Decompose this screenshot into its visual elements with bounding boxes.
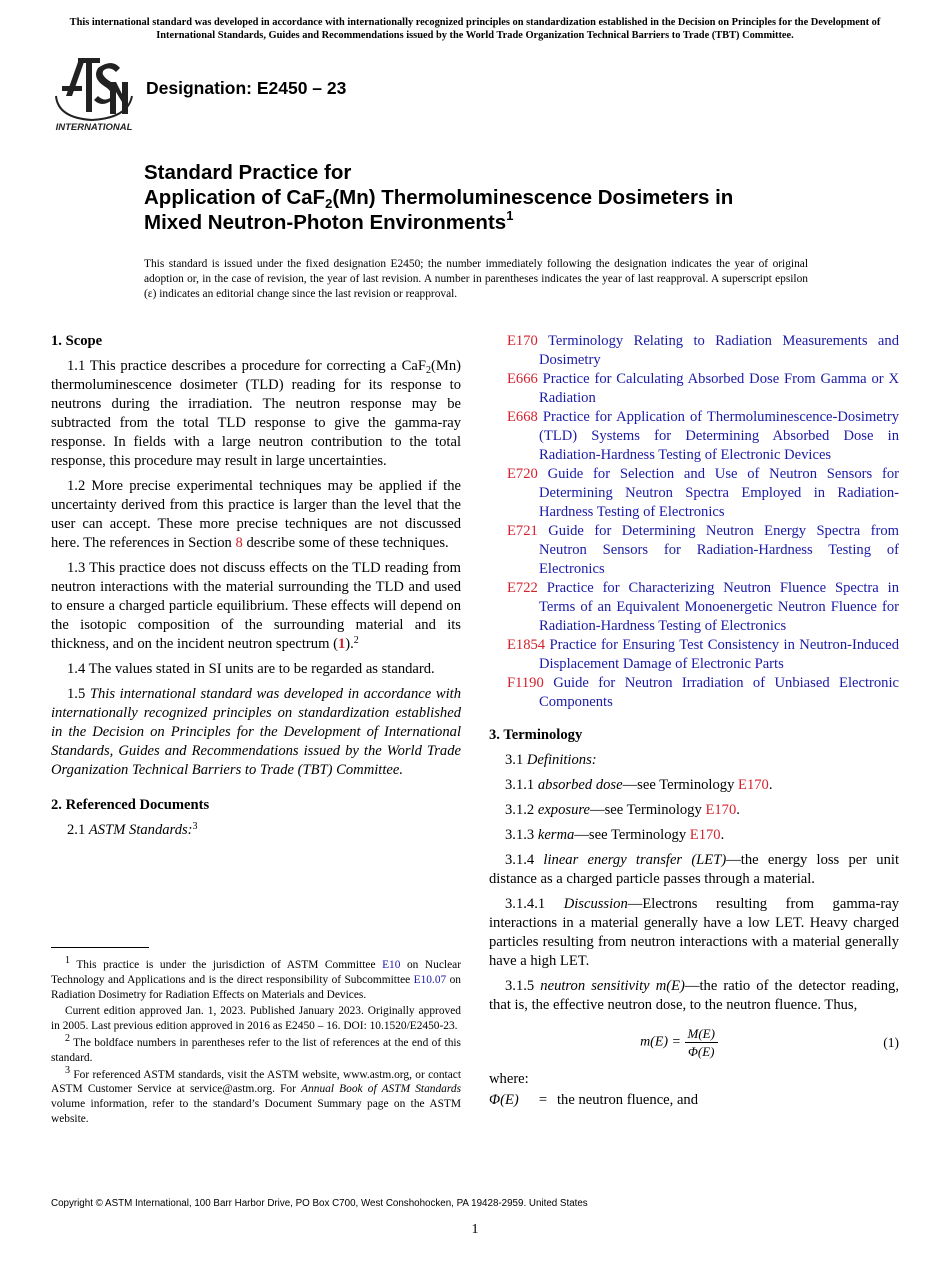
issued-note: This standard is issued under the fixed designation E2450; the number immediately following the designation indicates the year of original adoption or, in the case of revision, the year of last revision. A number in parentheses indicates the year of last reapproval. A superscript epsilon (ε) indicates an editorial change since the last revision or reapproval. (144, 258, 808, 300)
title-text: (Mn) Thermoluminescence Dosimeters in (332, 186, 734, 209)
paragraph-1-3: 1.3 This practice does not discuss effects on the TLD reading from neutron interactions with the material surrounding the TLD and used to ensure a charged particle equilibrium. These effects will depend on the isotopic composition of the surrounding material and its thickness, and on the incident neutron spectrum (1).$^2$ (51, 560, 461, 652)
copyright-footer: Copyright © ASTM International, 100 Barr Harbor Drive, PO Box C700, West Conshohocken, PA 19428-2959. United States (51, 1198, 588, 1209)
footnote-3-ref[interactable]: 3 (192, 821, 198, 832)
paragraph-3-1-3: 3.1.3 kerma—see Terminology E170. (505, 827, 725, 843)
paragraph-3-1-1: 3.1.1 absorbed dose—see Terminology E170. (505, 777, 773, 793)
title-footnote-ref[interactable]: 1 (506, 208, 514, 223)
where-definition: Φ(E) = the neutron fluence, and (489, 1092, 699, 1108)
where-label: where: (489, 1071, 529, 1087)
paragraph-1-4: 1.4 The values stated in SI units are to be regarded as standard. (67, 661, 435, 677)
footnote-2: $^2$ The boldface numbers in parentheses refer to the list of references at the end of this standard. (51, 1032, 461, 1064)
standard-item-e721[interactable]: E721 Guide for Determining Neutron Energy Spectra from Neutron Sensors for Radiation-Hardness Testing of Electronics (507, 523, 899, 577)
standard-item-e170[interactable]: E170 Terminology Relating to Radiation Measurements and Dosimetry (507, 333, 900, 368)
document-title (144, 160, 844, 235)
e170-link[interactable]: E170 (705, 802, 737, 818)
committee-e10-link[interactable]: E10 (382, 959, 401, 971)
paragraph-2-1: 2.1 ASTM Standards:$^3$ (67, 821, 198, 838)
svg-text:INTERNATIONAL: INTERNATIONAL (55, 122, 133, 133)
footnote-2-ref[interactable]: 2 (353, 635, 359, 646)
standard-item-e668[interactable]: E668 Practice for Application of Thermoluminescence-Dosimetry (TLD) Systems for Determining Absorbed Dose in Radiation-Hardness Testing of Electronic Devices (507, 409, 899, 463)
section-8-link[interactable]: 8 (235, 535, 243, 551)
title-line-1: Standard Practice for (144, 161, 352, 184)
footnotes (51, 955, 462, 1129)
astm-logo-icon (52, 56, 136, 134)
scope-heading: 1. Scope (51, 333, 103, 349)
designation: Designation: E2450 – 23 (146, 78, 347, 98)
e170-link[interactable]: E170 (738, 777, 769, 793)
international-standard-notice: This international standard was developed in accordance with internationally recognized principles on standardization established in the Decision on Principles for the Development of International Standards, Guides and Recommendations issued by the World Trade Organization Technical Barriers to Trade (TBT) Committee. (69, 17, 881, 41)
equation-number: (1) (883, 1035, 899, 1050)
paragraph-3-1-5: 3.1.5 neutron sensitivity m(E)—the ratio of the detector reading, that is, the effective neutron dose, to the neutron fluence. Thus, (489, 978, 899, 1013)
astm-standards-list (489, 332, 899, 712)
subcommittee-e1007-link[interactable]: E10.07 (413, 973, 447, 986)
page-number: 1 (471, 1222, 479, 1237)
left-column (51, 332, 461, 846)
paragraph-3-1-4-1: 3.1.4.1 Discussion—Electrons resulting from gamma-ray interactions in a material generally have a low LET. Heavy charged particles resulting from neutron interactions with a material generally have a high LET. (489, 896, 899, 969)
referenced-documents-heading: 2. Referenced Documents (51, 797, 210, 813)
paragraph-3-1-2: 3.1.2 exposure—see Terminology E170. (505, 802, 740, 818)
right-column (489, 332, 899, 1110)
equation-formula: m(E) = $\frac{M(E)}{\Phi(E)}$ (489, 1025, 869, 1060)
title-subscript: 2 (325, 196, 333, 211)
terminology-heading: 3. Terminology (489, 727, 583, 743)
paragraph-1-1: 1.1 This practice describes a procedure for correcting a CaF$_2$(Mn) thermoluminescence dosimeter (TLD) reading for its response to neutrons during the irradiation. The neutron response may be subtracted from the total TLD response to give the gamma-ray response. In fields with a large neutron contribution to the total response, this procedure may result in large uncertainties. (51, 358, 461, 469)
e170-link[interactable]: E170 (689, 827, 721, 843)
footnote-divider (51, 947, 149, 948)
paragraph-1-2: 1.2 More precise experimental techniques may be applied if the uncertainty derived from this practice is larger than the level that the user can accept. These more precise techniques are not discussed here. The references in Section 8 describe some of these techniques. (51, 478, 461, 551)
reference-1-link[interactable]: 1 (337, 636, 346, 652)
footnote-1-edition: Current edition approved Jan. 1, 2023. Published January 2023. Originally approved in 2005. Last previous edition approved in 2016 as E2450 – 16. DOI: 10.1520/E2450-23. (51, 1005, 461, 1033)
footnote-1: $^1$ This practice is under the jurisdiction of ASTM Committee E10 on Nuclear Technology and Applications and is the direct responsibility of Subcommittee E10.07 on Radiation Dosimetry for Radiation Effects on Materials and Devices. (51, 955, 461, 1001)
paragraph-3-1: 3.1 Definitions: (505, 752, 597, 768)
equation-1 (489, 1025, 899, 1060)
paragraph-3-1-4: 3.1.4 linear energy transfer (LET)—the energy loss per unit distance as a charged particle passes through a material. (489, 852, 899, 887)
title-line-2 (144, 185, 844, 210)
standard-item-e1854[interactable]: E1854 Practice for Ensuring Test Consistency in Neutron-Induced Displacement Damage of Electronic Parts (507, 637, 899, 672)
title-text: Application of CaF (144, 186, 326, 209)
title-line-3 (144, 210, 844, 235)
footnote-3: $^3$ For referenced ASTM standards, visit the ASTM website, www.astm.org, or contact ASTM Customer Service at service@astm.org. For Annual Book of ASTM Standards volume information, refer to the standard’s Document Summary page on the ASTM website. (51, 1064, 462, 1125)
standard-item-f1190[interactable]: F1190 Guide for Neutron Irradiation of Unbiased Electronic Components (507, 675, 899, 710)
standard-item-e722[interactable]: E722 Practice for Characterizing Neutron Fluence Spectra in Terms of an Equivalent Monoenergetic Neutron Fluence for Radiation-Hardness Testing of Electronics (507, 580, 899, 634)
title-text: Mixed Neutron-Photon Environments (144, 211, 507, 234)
paragraph-1-5: 1.5 This international standard was developed in accordance with internationally recognized principles on standardization established in the Decision on Principles for the Development of International Standards, Guides and Recommendations issued by the World Trade Organization Technical Barriers to Trade (TBT) Committee. (51, 686, 462, 778)
astm-logo (52, 56, 136, 134)
standard-item-e720[interactable]: E720 Guide for Selection and Use of Neutron Sensors for Determining Neutron Spectra Employed in Radiation-Hardness Testing of Electronics (507, 466, 899, 520)
standard-item-e666[interactable]: E666 Practice for Calculating Absorbed Dose From Gamma or X Radiation (507, 371, 899, 406)
